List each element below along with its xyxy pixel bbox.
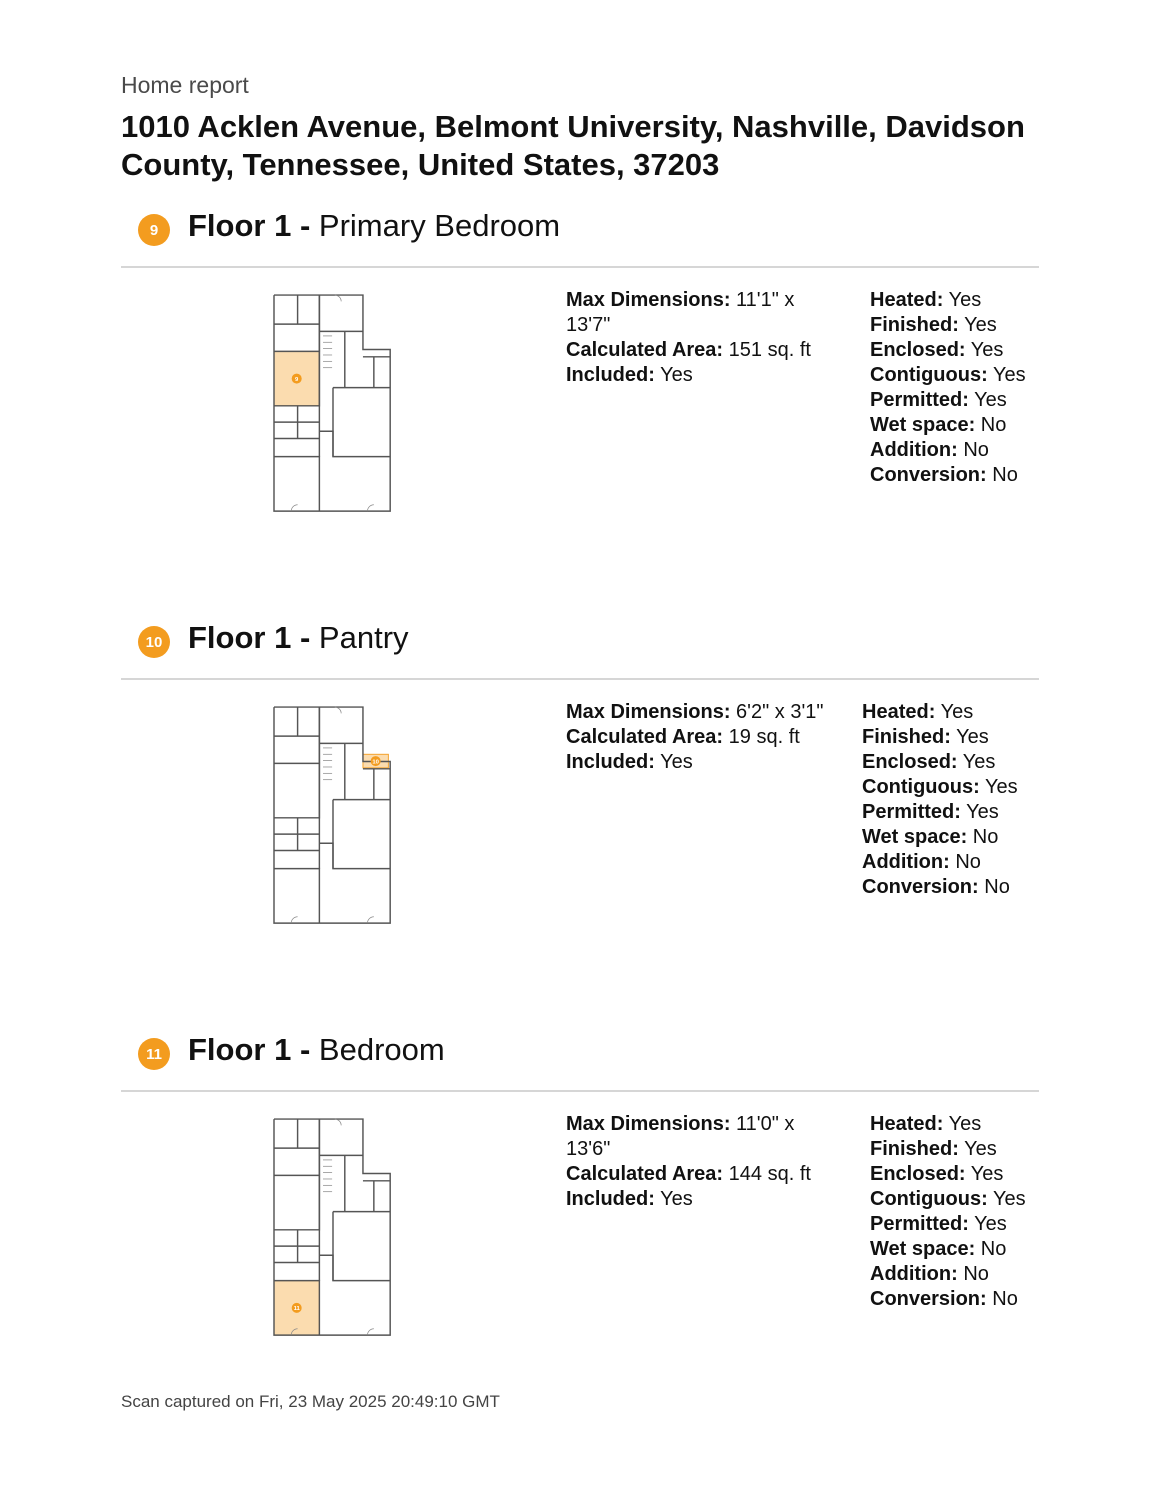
attribute-permitted: Permitted: Yes — [870, 1213, 1007, 1235]
floor-plan-drawing — [262, 1110, 404, 1346]
attribute-finished: Finished: Yes — [870, 1138, 997, 1160]
door-swing — [291, 917, 297, 923]
wall-line — [274, 869, 319, 923]
attribute-conversion: Conversion: No — [862, 876, 1010, 898]
report-kicker: Home report — [121, 72, 249, 98]
attribute-heated: Heated: Yes — [862, 701, 974, 723]
calculated-area: Calculated Area: 144 sq. ft — [566, 1163, 811, 1185]
floor-plan-drawing — [262, 698, 404, 934]
attribute-contiguous: Contiguous: Yes — [862, 776, 1018, 798]
room-attributes — [862, 700, 1040, 900]
attribute-enclosed: Enclosed: Yes — [870, 339, 1004, 361]
wall-line — [319, 295, 390, 457]
wall-line — [333, 1212, 390, 1281]
attribute-finished: Finished: Yes — [870, 314, 997, 336]
attribute-permitted: Permitted: Yes — [870, 389, 1007, 411]
wall-line — [274, 818, 319, 851]
room-marker-label: 9 — [295, 376, 299, 383]
section-divider — [121, 1090, 1039, 1092]
wall-line — [319, 743, 363, 799]
wall-line — [363, 769, 390, 800]
section-divider — [121, 678, 1039, 680]
wall-line — [319, 1119, 390, 1281]
room-measurements — [566, 288, 834, 388]
wall-line — [363, 357, 390, 388]
room-marker-label: 11 — [293, 1306, 300, 1313]
room-number-badge: 9 — [138, 214, 170, 246]
attribute-heated: Heated: Yes — [870, 289, 982, 311]
room-name: Pantry — [318, 620, 409, 655]
wall-line — [319, 1155, 363, 1211]
max-dimensions: Max Dimensions: 11'1" x 13'7" — [566, 289, 795, 336]
wall-line — [274, 1230, 319, 1263]
wall-line — [319, 331, 363, 387]
attribute-addition: Addition: No — [870, 1263, 989, 1285]
wall-line — [274, 1119, 319, 1148]
room-attributes — [870, 288, 1040, 488]
attribute-wet-space: Wet space: No — [870, 414, 1007, 436]
attribute-contiguous: Contiguous: Yes — [870, 1188, 1026, 1210]
wall-line — [274, 406, 319, 439]
room-section-bedroom — [0, 1032, 1159, 1428]
included-status: Included: Yes — [566, 1188, 693, 1210]
floor-label: Floor 1 — [188, 208, 292, 243]
floor-plan-thumbnail — [262, 286, 404, 522]
title-separator: - — [299, 208, 311, 243]
max-dimensions: Max Dimensions: 6'2" x 3'1" — [566, 701, 824, 723]
room-section-primary-bedroom — [0, 208, 1159, 604]
wall-line — [274, 295, 319, 324]
floor-plan-thumbnail — [262, 1110, 404, 1346]
section-divider — [121, 266, 1039, 268]
door-swing — [335, 707, 341, 713]
floor-plan-thumbnail — [262, 698, 404, 934]
attribute-addition: Addition: No — [870, 439, 989, 461]
included-status: Included: Yes — [566, 751, 693, 773]
door-swing — [335, 295, 341, 301]
included-status: Included: Yes — [566, 364, 693, 386]
wall-line — [274, 763, 319, 817]
room-number-badge: 10 — [138, 626, 170, 658]
max-dimensions: Max Dimensions: 11'0" x 13'6" — [566, 1113, 795, 1160]
door-swing — [291, 505, 297, 511]
attribute-contiguous: Contiguous: Yes — [870, 364, 1026, 386]
title-separator: - — [299, 620, 311, 655]
attribute-wet-space: Wet space: No — [862, 826, 999, 848]
room-number-badge: 11 — [138, 1038, 170, 1070]
door-swing — [367, 1329, 373, 1335]
door-swing — [335, 1119, 341, 1125]
room-section-title — [188, 620, 409, 656]
door-swing — [367, 505, 373, 511]
calculated-area: Calculated Area: 19 sq. ft — [566, 726, 800, 748]
attribute-enclosed: Enclosed: Yes — [862, 751, 996, 773]
attribute-conversion: Conversion: No — [870, 1288, 1018, 1310]
floor-plan-drawing — [262, 286, 404, 522]
wall-line — [333, 800, 390, 869]
wall-line — [274, 1175, 319, 1229]
room-marker-label: 10 — [372, 759, 379, 766]
floor-label: Floor 1 — [188, 620, 292, 655]
attribute-permitted: Permitted: Yes — [862, 801, 999, 823]
room-name: Bedroom — [318, 1032, 445, 1067]
door-swing — [367, 917, 373, 923]
report-address: 1010 Acklen Avenue, Belmont University, Nashville, Davidson County, Tennessee, United States, 37203 — [121, 109, 1025, 182]
wall-line — [363, 1181, 390, 1212]
scan-timestamp: Scan captured on Fri, 23 May 2025 20:49:10 GMT — [121, 1392, 500, 1411]
attribute-heated: Heated: Yes — [870, 1113, 982, 1135]
attribute-finished: Finished: Yes — [862, 726, 989, 748]
room-section-pantry — [0, 620, 1159, 1016]
calculated-area: Calculated Area: 151 sq. ft — [566, 339, 811, 361]
attribute-addition: Addition: No — [862, 851, 981, 873]
wall-line — [319, 707, 390, 869]
attribute-enclosed: Enclosed: Yes — [870, 1163, 1004, 1185]
wall-line — [333, 388, 390, 457]
room-measurements — [566, 1112, 834, 1212]
room-measurements — [566, 700, 834, 775]
room-attributes — [870, 1112, 1040, 1312]
title-separator: - — [299, 1032, 311, 1067]
wall-line — [274, 457, 319, 511]
wall-line — [274, 707, 319, 736]
room-section-title — [188, 1032, 445, 1068]
room-section-title — [188, 208, 560, 244]
floor-label: Floor 1 — [188, 1032, 292, 1067]
attribute-wet-space: Wet space: No — [870, 1238, 1007, 1260]
attribute-conversion: Conversion: No — [870, 464, 1018, 486]
wall-line — [274, 707, 390, 923]
room-name: Primary Bedroom — [318, 208, 561, 243]
